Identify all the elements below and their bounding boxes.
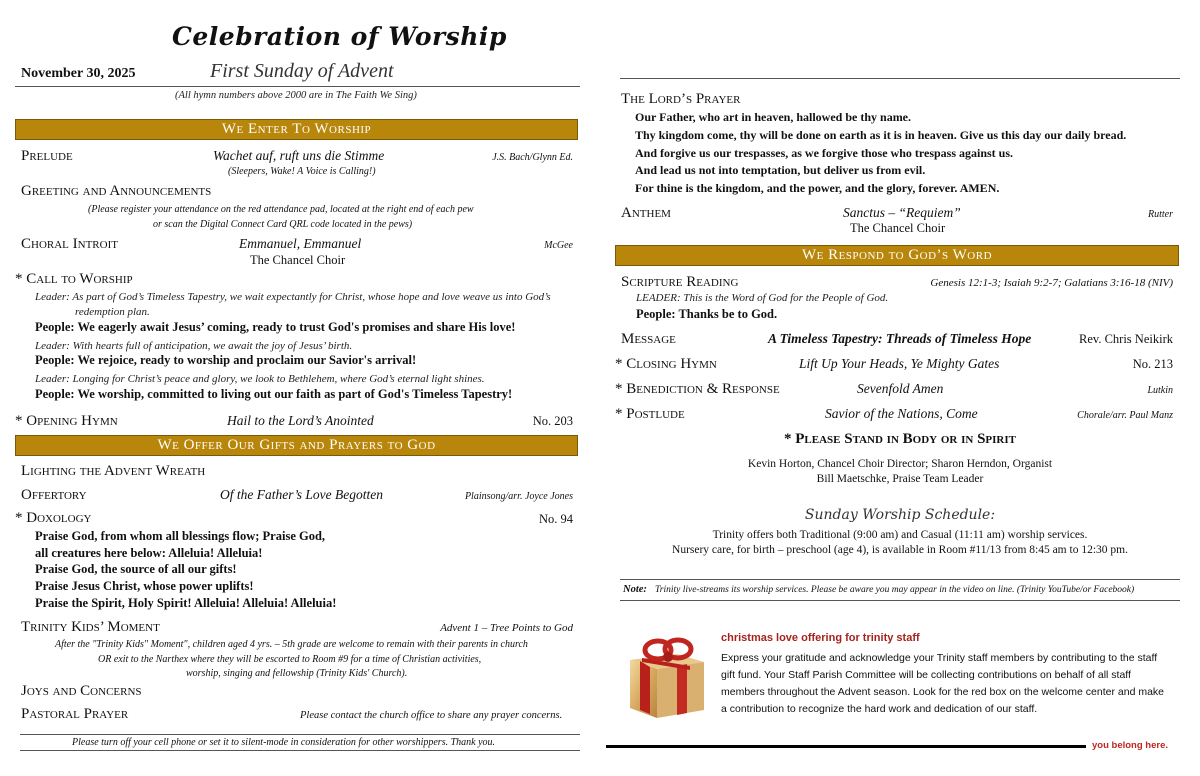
gift-box-icon <box>622 622 712 722</box>
lords-prayer-line-3: And forgive us our trespasses, as we forgive those who trespass against us. <box>635 146 1014 160</box>
schedule-title: Sunday Worship Schedule: <box>804 507 996 523</box>
postlude-composer: Chorale/arr. Paul Manz <box>1077 410 1173 421</box>
note-label: Note: <box>623 584 647 595</box>
message-label: Message <box>621 331 676 347</box>
band-respond: We Respond to God’s Word <box>615 245 1179 266</box>
header-rule <box>15 86 580 87</box>
offering-title: christmas love offering for trinity staff <box>721 632 920 644</box>
scripture-people: People: Thanks be to God. <box>636 307 778 321</box>
stand-note: * Please Stand in Body or in Spirit <box>784 431 1016 447</box>
staff-line-1: Kevin Horton, Chancel Choir Director; Sharon Herndon, Organist <box>747 458 1053 470</box>
closing-hymn-label: * Closing Hymn <box>615 356 717 372</box>
lords-prayer-line-1: Our Father, who art in heaven, hallowed be thy name. <box>635 110 912 124</box>
kids-note-1: After the "Trinity Kids" Moment", children aged 4 yrs. – 5th grade are welcome to remain with their parents in church <box>55 639 528 650</box>
advent-wreath-label: Lighting the Advent Wreath <box>21 463 206 479</box>
greeting-note-2: or scan the Digital Connect Card QRL code located in the pews) <box>153 219 413 230</box>
doxology-number: No. 94 <box>538 512 573 526</box>
kids-note-2: OR exit to the Narthex where they will be escorted to Room #9 for a time of Christian activities, <box>98 654 482 665</box>
kids-title: Advent 1 – Tree Points to God <box>440 622 573 634</box>
offertory-composer: Plainsong/arr. Joyce Jones <box>464 491 573 502</box>
footer-note: Please turn off your cell phone or set it to silent-mode in consideration for other worshippers. Thank you. <box>72 737 496 748</box>
prelude-note: (Sleepers, Wake! A Voice is Calling!) <box>228 166 376 177</box>
prelude-title: Wachet auf, ruft uns die Stimme <box>213 148 385 163</box>
offertory-label: Offertory <box>21 487 87 503</box>
service-subtitle: First Sunday of Advent <box>210 60 394 82</box>
note-text: Trinity live-streams its worship services. Please be aware you may appear in the video on line. (Trinity YouTube/or Facebook) <box>655 585 1135 595</box>
band-enter: We Enter To Worship <box>15 119 578 140</box>
hymn-note: (All hymn numbers above 2000 are in The Faith We Sing) <box>175 90 417 101</box>
footer-rule-top <box>20 734 580 735</box>
anthem-title: Sanctus – “Requiem” <box>843 205 961 220</box>
introit-label: Choral Introit <box>21 236 118 252</box>
offering-line-1: Express your gratitude and acknowledge your Trinity staff members by contributing to the staff <box>721 652 1158 664</box>
anthem-composer: Rutter <box>1148 209 1173 220</box>
service-date: November 30, 2025 <box>21 66 136 81</box>
message-title: A Timeless Tapestry: Threads of Timeless Hope <box>768 331 1032 346</box>
note-rule-top <box>620 579 1180 580</box>
call-people-1: People: We eagerly await Jesus’ coming, ready to trust God's promises and share His love! <box>35 320 516 334</box>
pastoral-note: Please contact the church office to share any prayer concerns. <box>300 710 563 721</box>
postlude-label: * Postlude <box>615 406 685 422</box>
schedule-line-1: Trinity offers both Traditional (9:00 am) and Casual (11:11 am) worship services. <box>712 529 1088 541</box>
tagline: you belong here. <box>1092 740 1169 751</box>
anthem-label: Anthem <box>621 205 671 221</box>
note-rule-bottom <box>620 600 1180 601</box>
pastoral-label: Pastoral Prayer <box>21 706 129 722</box>
benediction-label: * Benediction & Response <box>615 381 780 397</box>
message-speaker: Rev. Chris Neikirk <box>1079 332 1173 346</box>
right-top-rule <box>620 78 1180 79</box>
kids-label: Trinity Kids’ Moment <box>21 619 160 635</box>
lords-prayer-line-5: For thine is the kingdom, and the power, and the glory, forever. AMEN. <box>635 181 1000 195</box>
staff-line-2: Bill Maetschke, Praise Team Leader <box>816 473 984 485</box>
page-title: Celebration of Worship <box>172 22 507 51</box>
introit-performer: The Chancel Choir <box>250 253 346 267</box>
call-leader-2: Leader: With hearts full of anticipation, we await the joy of Jesus’ birth. <box>35 340 353 352</box>
band-offer: We Offer Our Gifts and Prayers to God <box>15 435 578 456</box>
call-leader-3: Leader: Longing for Christ’s peace and glory, we look to Bethlehem, where God’s eternal light shines. <box>35 373 485 385</box>
scripture-label: Scripture Reading <box>621 274 739 290</box>
prelude-label: Prelude <box>21 148 73 164</box>
doxology-line-3: Praise God, the source of all our gifts! <box>35 562 237 576</box>
anthem-performer: The Chancel Choir <box>850 221 946 235</box>
joys-label: Joys and Concerns <box>21 683 142 699</box>
doxology-line-2: all creatures here below: Alleluia! Alleluia! <box>35 546 263 560</box>
greeting-label: Greeting and Announcements <box>21 183 212 199</box>
prelude-composer: J.S. Bach/Glynn Ed. <box>492 152 573 163</box>
bottom-bar <box>606 745 1086 748</box>
offering-line-2: gift fund. Your Staff Parish Committee will be collecting contributions on behalf of all staff <box>721 669 1131 681</box>
footer-rule-bottom <box>20 750 580 751</box>
benediction-composer: Lutkin <box>1147 385 1173 396</box>
lords-prayer-label: The Lord’s Prayer <box>621 91 741 107</box>
lords-prayer-line-2: Thy kingdom come, thy will be done on earth as it is in heaven. Give us this day our daily bread. <box>635 128 1127 142</box>
offering-line-3: members throughout the Advent season. Look for the red box on the welcome center and make <box>721 686 1165 698</box>
opening-hymn-title: Hail to the Lord’s Anointed <box>227 413 374 428</box>
doxology-line-1: Praise God, from whom all blessings flow; Praise God, <box>35 529 326 543</box>
call-leader-1b: redemption plan. <box>75 306 150 318</box>
offering-line-4: a contribution to recognize the hard work and dedication of our staff. <box>721 703 1038 715</box>
call-label: * Call to Worship <box>15 271 133 287</box>
doxology-line-5: Praise the Spirit, Holy Spirit! Alleluia! Alleluia! Alleluia! <box>35 596 337 610</box>
closing-hymn-number: No. 213 <box>1132 357 1173 371</box>
call-leader-1a: Leader: As part of God’s Timeless Tapestry, we wait expectantly for Christ, whose hope and love weave us into God’s <box>35 291 551 303</box>
doxology-line-4: Praise Jesus Christ, whose power uplifts! <box>35 579 254 593</box>
call-people-2: People: We rejoice, ready to worship and proclaim our Savior's arrival! <box>35 353 417 367</box>
postlude-title: Savior of the Nations, Come <box>825 406 978 421</box>
scripture-refs: Genesis 12:1-3; Isaiah 9:2-7; Galatians 3:16-18 (NIV) <box>930 277 1173 289</box>
doxology-label: * Doxology <box>15 510 92 526</box>
closing-hymn-title: Lift Up Your Heads, Ye Mighty Gates <box>799 356 1000 371</box>
greeting-note-1: (Please register your attendance on the red attendance pad, located at the right end of each pew <box>88 204 474 215</box>
opening-hymn-number: No. 203 <box>532 414 573 428</box>
opening-hymn-label: * Opening Hymn <box>15 413 118 429</box>
introit-composer: McGee <box>544 240 573 251</box>
introit-title: Emmanuel, Emmanuel <box>239 236 362 251</box>
call-people-3: People: We worship, committed to living out our faith as part of God's Timeless Tapestry! <box>35 387 513 401</box>
scripture-leader: LEADER: This is the Word of God for the People of God. <box>636 292 889 304</box>
kids-note-3: worship, singing and fellowship (Trinity Kids' Church). <box>186 668 408 679</box>
lords-prayer-line-4: And lead us not into temptation, but deliver us from evil. <box>635 163 926 177</box>
benediction-title: Sevenfold Amen <box>857 381 944 396</box>
offertory-title: Of the Father’s Love Begotten <box>220 487 383 502</box>
schedule-line-2: Nursery care, for birth – preschool (age 4), is available in Room #11/13 from 8:45 am to 12:30 pm. <box>672 544 1128 556</box>
